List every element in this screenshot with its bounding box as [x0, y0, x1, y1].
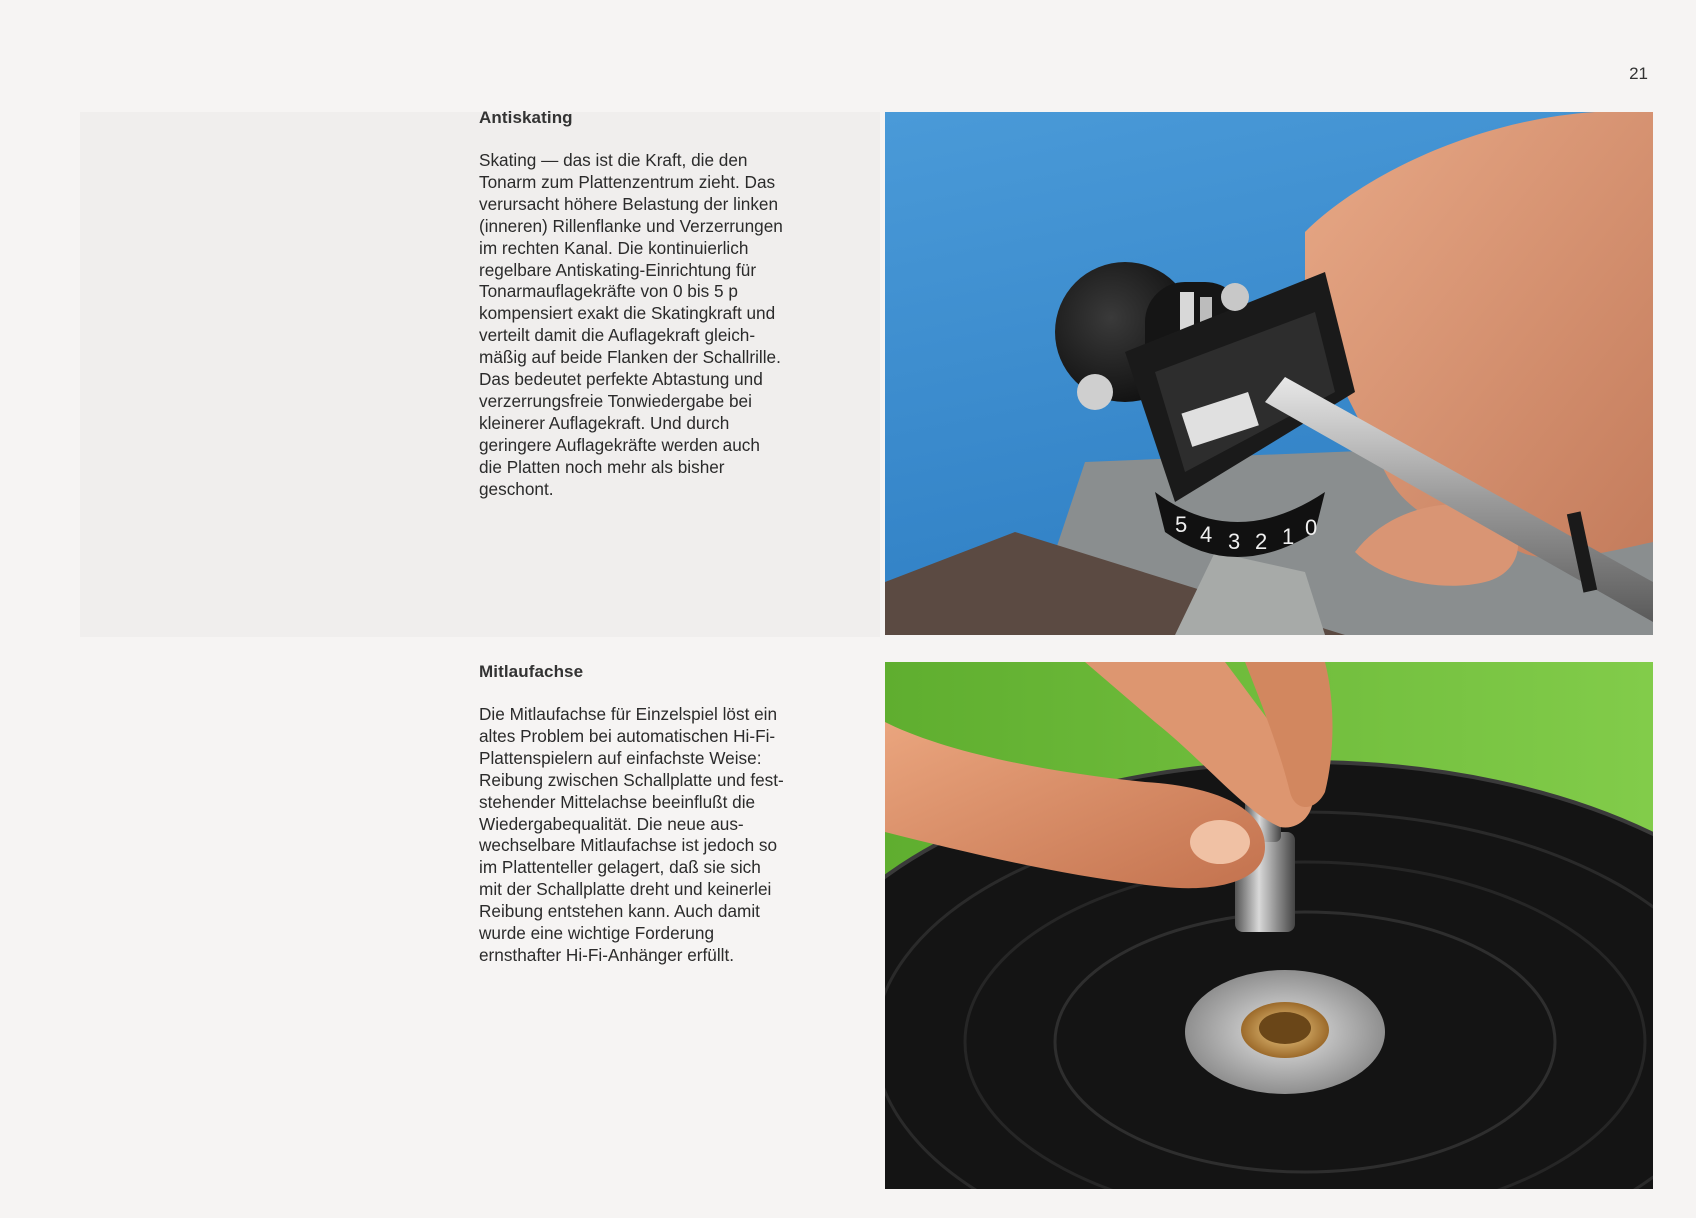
text-line: Die Mitlaufachse für Einzelspiel löst ein	[479, 704, 778, 724]
text-line: mäßig auf beide Flanken der Schallrille.	[479, 347, 781, 368]
dial-digit: 2	[1255, 529, 1268, 554]
text-line: Das bedeutet perfekte Abtastung und	[479, 369, 763, 390]
dial-digit: 4	[1200, 522, 1213, 547]
text-line: wurde eine wichtige Forderung	[479, 923, 715, 944]
dial-digit: 3	[1228, 529, 1241, 554]
text-line: Tonarmauflagekräfte von 0 bis 5 p	[479, 281, 738, 302]
text-line: regelbare Antiskating-Einrichtung für	[479, 259, 757, 280]
text-line: kleinerer Auflagekraft. Und durch	[479, 412, 730, 433]
text-line: im rechten Kanal. Die kontinuierlich	[479, 237, 749, 258]
mitlaufachse-photo	[885, 662, 1653, 1189]
antiskating-text-column	[479, 108, 859, 501]
antiskating-photo	[885, 112, 1653, 635]
text-line: im Plattenteller gelagert, daß sie sich	[479, 857, 761, 878]
page-number: 21	[1629, 64, 1648, 83]
text-line: kompensiert exakt die Skatingkraft und	[479, 303, 776, 324]
dial-digit: 1	[1282, 524, 1295, 549]
text-line: Wiedergabequalität. Die neue aus-	[479, 813, 744, 834]
text-line: geschont.	[479, 478, 554, 499]
text-line: Reibung zwischen Schallplatte und fest-	[479, 769, 784, 790]
text-line: geringere Auflagekräfte werden auch	[479, 434, 760, 455]
text-line: Plattenspielern auf einfachste Weise:	[479, 747, 762, 768]
mitlaufachse-heading: Mitlaufachse	[479, 662, 584, 681]
text-line: verursacht höhere Belastung der linken	[479, 193, 779, 214]
antiskating-heading: Antiskating	[479, 108, 573, 127]
dial-digit: 5	[1175, 512, 1188, 537]
text-line: wechselbare Mitlaufachse ist jedoch so	[479, 835, 778, 856]
text-line: verzerrungsfreie Tonwiedergabe bei	[479, 390, 752, 411]
text-line: (inneren) Rillenflanke und Verzerrungen	[479, 215, 783, 236]
text-line: die Platten noch mehr als bisher	[479, 456, 725, 477]
mitlaufachse-paragraph	[479, 704, 859, 967]
text-line: ernsthafter Hi-Fi-Anhänger erfüllt.	[479, 944, 735, 965]
text-line: mit der Schallplatte dreht und keinerlei	[479, 879, 772, 900]
text-line: Skating — das ist die Kraft, die den	[479, 150, 748, 170]
mitlaufachse-text-column	[479, 662, 859, 967]
text-line: stehender Mittelachse beeinflußt die	[479, 791, 756, 812]
text-line: Reibung entstehen kann. Auch damit	[479, 901, 760, 922]
antiskating-paragraph	[479, 150, 859, 501]
text-line: Tonarm zum Plattenzentrum zieht. Das	[479, 171, 776, 192]
dial-digit: 0	[1305, 515, 1318, 540]
text-line: altes Problem bei automatischen Hi-Fi-	[479, 725, 776, 746]
text-line: verteilt damit die Auflagekraft gleich-	[479, 325, 756, 346]
